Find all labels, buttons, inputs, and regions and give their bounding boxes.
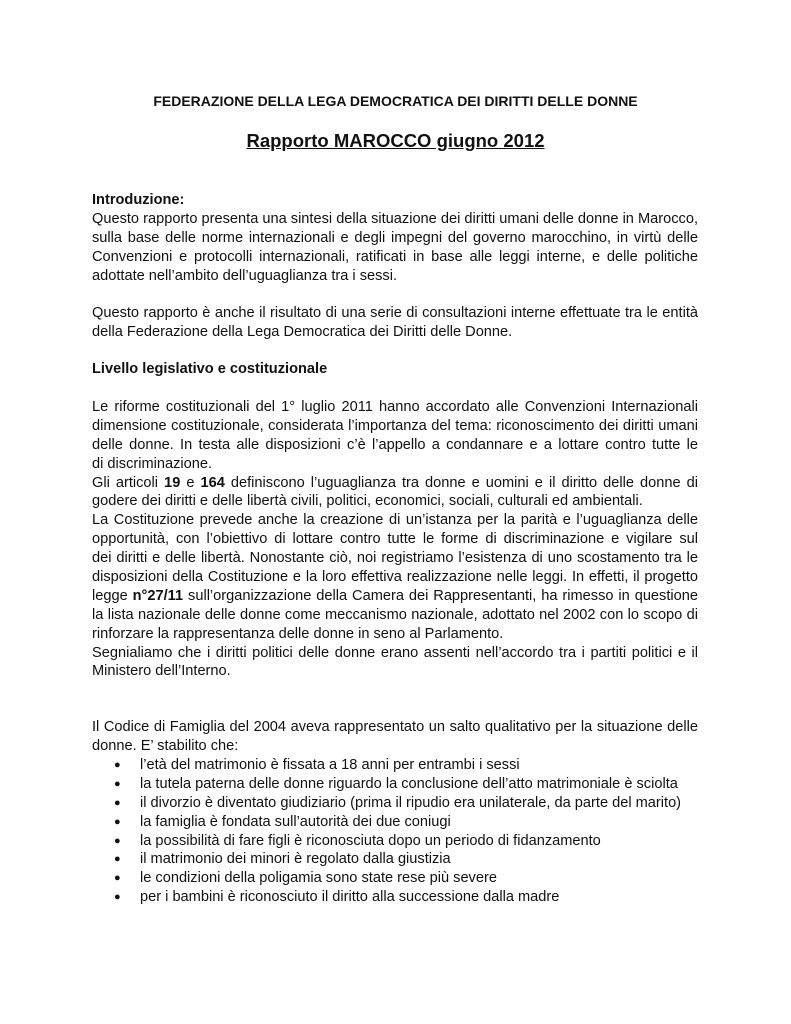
list-item-text: le condizioni della poligamia sono state rese più severe — [140, 870, 497, 887]
text-segment: dimensione costituzionale, considerata l’importanza del tema: riconoscimento dei diritti umani — [92, 417, 698, 434]
text-segment: e — [180, 474, 201, 491]
text-line: Convenzioni e protocolli internazionali, ratificati in base alle leggi interne, e delle politiche — [92, 248, 698, 265]
text-line — [92, 417, 698, 436]
text-segment: rinforzare la rappresentanza delle donne in seno al Parlamento. — [92, 625, 504, 642]
legislative-heading: Livello legislativo e costituzionale — [92, 361, 328, 377]
list-item — [92, 756, 698, 775]
list-item — [92, 832, 698, 851]
bullet-icon: ● — [114, 834, 121, 847]
text-segment: opportunità, con l’obiettivo di lottare contro tutte le forme di discriminazione e vigilare sul — [92, 531, 698, 548]
bullet-icon: ● — [114, 796, 121, 809]
bold-reference: 164 — [200, 474, 225, 491]
text-line: Il Codice di Famiglia del 2004 aveva rappresentato un salto qualitativo per la situazione delle — [92, 719, 698, 735]
text-line: adottate nell’ambito dell’uguaglianza tra i sessi. — [92, 267, 398, 284]
list-item-text: la possibilità di fare figli è riconosciuta dopo un periodo di fidanzamento — [140, 832, 601, 849]
bold-reference: 19 — [164, 474, 181, 491]
bullet-icon: ● — [114, 872, 121, 885]
text-segment: delle donne. In testa alle disposizioni c’è l’appello a condannare e a lottare contro tutte le — [92, 436, 698, 453]
list-item — [92, 869, 698, 888]
text-segment: definiscono l’uguaglianza tra donne e uomini e il diritto delle donne di — [224, 474, 698, 491]
text-line — [92, 587, 698, 606]
intro-section — [92, 191, 698, 342]
text-line — [92, 549, 698, 568]
list-item — [92, 794, 698, 813]
legislative-heading-block — [92, 360, 698, 379]
text-segment: di discriminazione. — [92, 455, 213, 472]
family-code-bullet-list — [92, 756, 698, 907]
text-line — [92, 398, 698, 417]
text-line — [92, 436, 698, 455]
text-line: Questo rapporto presenta una sintesi della situazione dei diritti umani delle donne in Marocco, — [92, 210, 698, 227]
bullet-icon: ● — [114, 853, 121, 866]
text-segment: disposizioni della Costituzione e la loro effettiva realizzazione nelle leggi. In effetti, il progetto — [92, 569, 698, 586]
report-title: Rapporto MAROCCO giugno 2012 — [246, 130, 545, 151]
text-line — [92, 474, 698, 493]
intro-heading: Introduzione: — [92, 192, 185, 208]
list-item-text: la tutela paterna delle donne riguardo la conclusione dell’atto matrimoniale è sciolta — [140, 775, 678, 792]
text-segment: godere dei diritti e delle libertà civili, politici, economici, sociali, culturali ed ambientali. — [92, 493, 643, 510]
bullet-icon: ● — [114, 777, 121, 790]
legislative-paragraphs — [92, 398, 698, 681]
list-item-text: per i bambini è riconosciuto il diritto alla successione dalla madre — [140, 889, 560, 906]
text-segment: sull’organizzazione della Camera dei Rappresentanti, ha rimesso in questione — [183, 587, 698, 604]
list-item — [92, 850, 698, 869]
text-line: sulla base delle norme internazionali e degli impegni del governo marocchino, in virtù delle — [92, 229, 698, 246]
list-item-text: l’età del matrimonio è fissata a 18 anni per entrambi i sessi — [140, 757, 520, 773]
organization-title: FEDERAZIONE DELLA LEGA DEMOCRATICA DEI DIRITTI DELLE DONNE — [153, 93, 638, 109]
text-segment: legge — [92, 587, 133, 604]
text-line: Questo rapporto è anche il risultato di una serie di consultazioni interne effettuate tra le entità — [92, 305, 698, 322]
text-segment: Ministero dell’Interno. — [92, 663, 231, 680]
text-line: donne. E’ stabilito che: — [92, 737, 239, 754]
text-line — [92, 644, 698, 663]
text-line — [92, 492, 698, 511]
bullet-icon: ● — [114, 759, 121, 771]
list-item — [92, 888, 698, 907]
text-line — [92, 455, 698, 474]
text-line — [92, 606, 698, 625]
text-segment: Segnialiamo che i diritti politici delle donne erano assenti nell’accordo tra i partiti politici e il — [92, 644, 698, 661]
list-item-text: il divorzio è diventato giudiziario (prima il ripudio era unilaterale, da parte del marito) — [140, 794, 682, 811]
text-line — [92, 662, 698, 681]
list-item-text: la famiglia è fondata sull’autorità dei due coniugi — [140, 813, 451, 830]
text-line — [92, 568, 698, 587]
text-segment: la lista nazionale delle donne come meccanismo nazionale, adottato nel 2002 con lo scopo di — [92, 606, 698, 623]
text-line: della Federazione della Lega Democratica dei Diritti delle Donne. — [92, 324, 513, 341]
text-line — [92, 511, 698, 530]
bold-reference: n°27/11 — [132, 587, 184, 604]
text-line — [92, 530, 698, 549]
list-item — [92, 813, 698, 832]
list-item — [92, 775, 698, 794]
family-code-paragraph — [92, 718, 698, 756]
bullet-icon: ● — [114, 815, 121, 828]
text-line — [92, 625, 698, 644]
list-item-text: il matrimonio dei minori è regolato dalla giustizia — [140, 851, 451, 868]
text-segment: Gli articoli — [92, 474, 165, 491]
bullet-icon: ● — [114, 891, 121, 904]
text-segment: Le riforme costituzionali del 1° luglio 2011 hanno accordato alle Convenzioni Internazionali — [92, 399, 698, 415]
text-segment: La Costituzione prevede anche la creazione di un’istanza per la parità e l’uguaglianza delle — [92, 512, 698, 529]
text-segment: dei diritti e delle libertà. Nonostante ciò, noi registriamo l’esistenza di uno scostamento tra le — [92, 550, 698, 567]
